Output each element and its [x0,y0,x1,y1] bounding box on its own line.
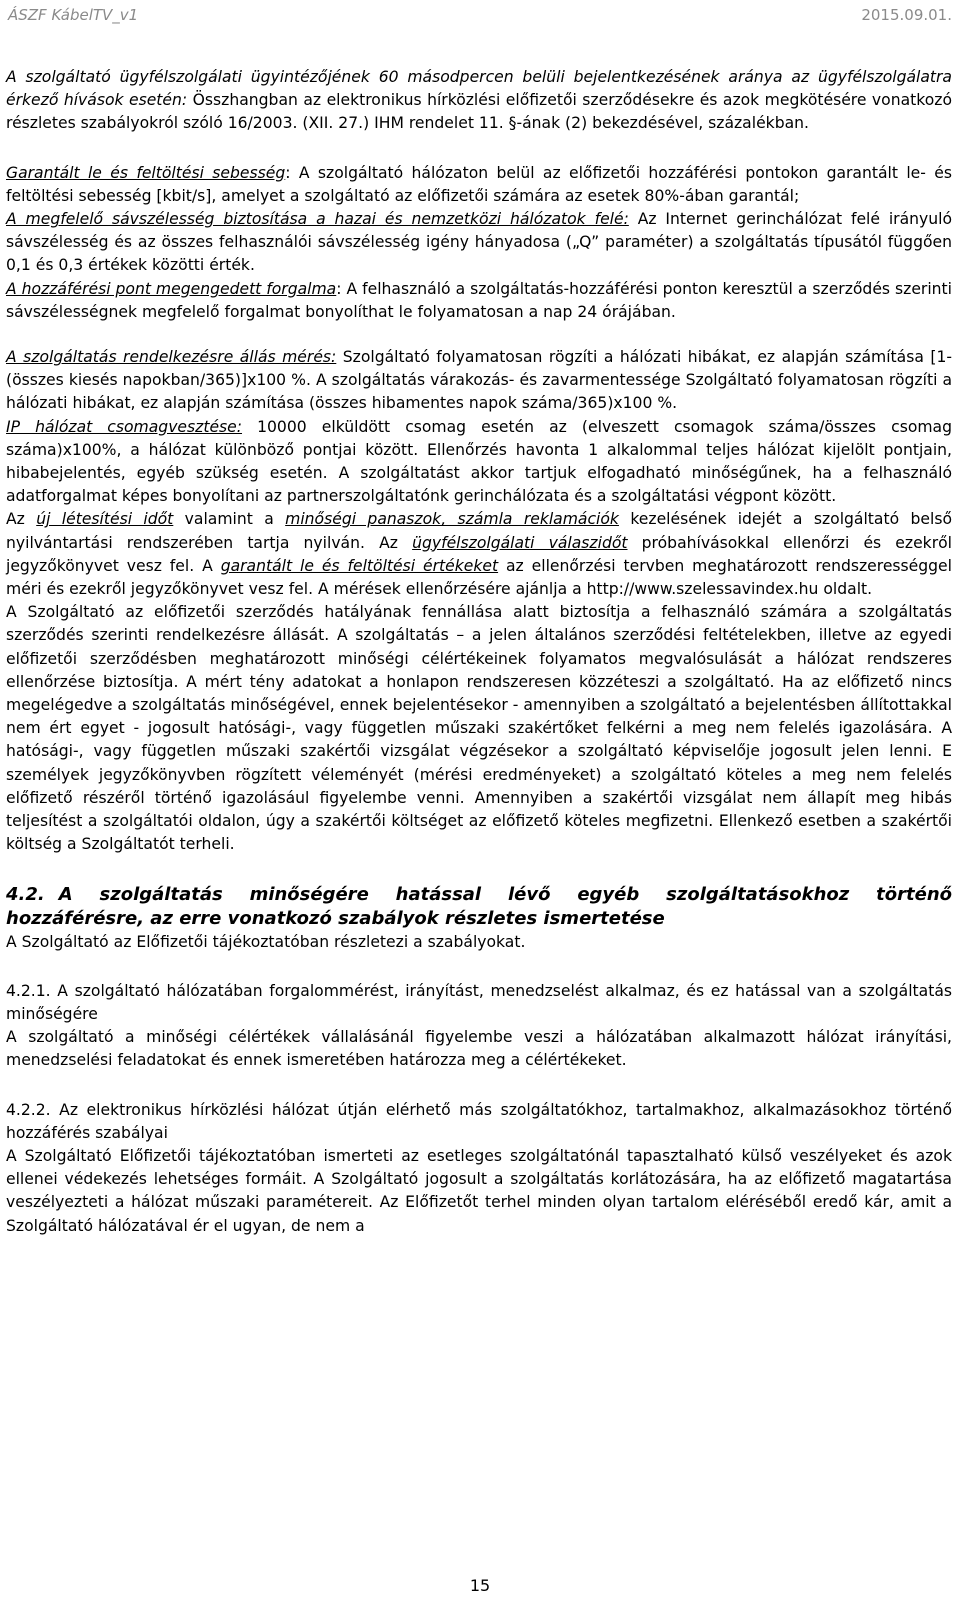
paragraph-availability-guarantee: A Szolgáltató az előfizetői szerződés hatályának fennállása alatt biztosítja a felhasználó számára a szolgáltatás szerződés szerinti rendelkezésre állását. A szolgáltatás – a jelen általános szerződési feltételekben, illetve az egyedi előfizetői szerződésben meghatározott minőségi célértékeinek folyamatos megvalósulását a hálózat rendszeres ellenőrzése biztosítja. A mért tény adatokat a honlapon rendszeresen közzéteszi a szolgáltató. Ha az előfizető nincs megelégedve a szolgáltatás minőségével, ennek bejelentésekor - amennyiben a szolgáltató a bejelentésben állítottakkal nem ért egyet - jogosult hatósági-, vagy független műszaki szakértőket felkérni a meg nem felelés igazolására. A hatósági-, vagy független műszaki szakértői vizsgálat végzésekor a szolgáltató képviselője jogosult jelen lenni. E személyek jegyzőkönyvben rögzített véleményét (mérési eredményeket) a szolgáltató köteles a meg nem felelés előfizető részéről történő igazolásául figyelembe venni. Amennyiben a szakértői vizsgálat nem állapít meg hibás teljesítést a szolgáltatói oldalon, úgy a szakértői költséget az előfizető köteles megfizetni. Ellenkező esetben a szakértői költség a Szolgáltatót terheli. [6,603,952,854]
subsection-heading-4-2-2: 4.2.2. Az elektronikus hírközlési hálózat útján elérhető más szolgáltatókhoz, tartalmakhoz, alkalmazásokhoz történő hozzáférés szabályai [6,1100,952,1142]
paragraph-text: Az Internet gerinchálózat felé irányuló sávszélesség és az összes felhasználói sávszélesség igény hányadosa („Q” paraméter) a szolgáltatás típusától függően 0,1 és 0,3 értékek közötti érték. [6,210,952,275]
paragraph-section-4-2: A Szolgáltató az Előfizetői tájékoztatóban részletezi a szabályokat. [6,932,526,951]
paragraph-callcenter [6,66,952,136]
paragraph-access-traffic [6,278,952,324]
term: IP hálózat csomagvesztése: [6,417,243,436]
page-header [0,0,960,28]
paragraph-text: : A szolgáltató hálózaton belül az előfizetői hozzáférési pontokon garantált le- és feltöltési sebesség [kbit/s], amelyet a szolgáltató az előfizetői számára az esetek 80%-ában garantál; [6,163,952,205]
section-title: A szolgáltatás minőségére hatással lévő egyéb szolgáltatásokhoz történő hozzáférésre, az erre vonatkozó szabályok részletes ismertetése [6,883,952,929]
page-number: 15 [469,1576,491,1595]
paragraph-section-4-2-2: A Szolgáltató Előfizetői tájékoztatóban ismerteti az esetleges szolgáltatónál tapasztalható külső veszélyeket és azok ellenei védekezés lehetséges formáit. A Szolgáltató jogosult a szolgáltatás korlátozására, ha az előfizető magatartása veszélyezteti a hálózat műszaki paramétereit. Az Előfizetőt terhel minden olyan tartalom eléréséből eredő kár, amit a Szolgáltató hálózatával ér el ugyan, de nem a [6,1146,952,1235]
paragraph-availability [6,346,952,416]
paragraph-text: Összhangban az elektronikus hírközlési előfizetői szerződésekre és azok megkötésére vonatkozó részletes szabályokról szóló 16/2003. (XII. 27.) IHM rendelet 11. §-ának (2) bekezdésével, százalékban. [6,91,952,133]
paragraph-section-4-2-1: A szolgáltató a minőségi célértékek vállalásánál figyelembe veszi a hálózatában alkalmazott hálózat irányítási, menedzselési feladatokat és ennek ismeretében határozza meg a célértékeket. [6,1028,952,1070]
paragraph-text: 10000 elküldött csomag esetén az (elveszett csomagok száma/összes csomag száma)x100%, a hálózat különböző pontjai között. Ellenőrzés havonta 1 alkalommal teljes hálózat kijelölt pontjain, hibabejelentés, egyéb szükség esetén. A szolgáltatást akkor tartjuk elfogadható minőségűnek, ha a felhasználó adatforgalmat képes bonyolítani az partnerszolgáltatónk gerinchálózata és a szolgáltatási végpont között. [6,417,952,506]
term: minőségi panaszok, számla reklamációk [285,510,619,529]
paragraph-lead: A szolgáltató ügyfélszolgálati ügyintézőjének 60 másodpercen belüli bejelentkezésének aránya az ügyfélszolgálatra érkező hívások esetén: [6,68,952,110]
text-run: valamint a [173,510,286,529]
paragraph-guaranteed-speed [6,162,952,208]
document-date: 2015.09.01. [861,6,952,24]
document-body [6,66,952,1238]
paragraph-text: : A felhasználó a szolgáltatás-hozzáférési ponton keresztül a szerződés szerinti sávszélességnek megfelelő forgalmat bonyolíthat le folyamatosan a nap 24 órájában. [6,279,952,321]
text-run: Az [6,510,37,529]
section-heading-4-2 [6,883,952,931]
paragraph-bandwidth [6,208,952,278]
paragraph-packet-loss [6,416,952,509]
text-run: az ellenőrzési tervben meghatározott rendszerességgel méri és ezekről jegyzőkönyvet vesz fel. A mérések ellenőrzésére ajánlja a http://www.szelessavindex.hu oldalt. [6,556,952,599]
text-run: próbahívásokkal ellenőrzi és ezekről jegyzőkönyvet vesz fel. A [6,533,952,575]
term: A hozzáférési pont megengedett forgalma [6,279,337,298]
section-number: 4.2. [6,883,45,905]
term: ügyfélszolgálati válaszidőt [412,533,628,552]
paragraph-measurements [6,508,952,601]
term: új létesítési időt [36,510,174,529]
text-run: kezelésének idejét a szolgáltató belső nyilvántartási rendszerében tartja nyilván. Az [6,510,952,552]
subsection-heading-4-2-1: 4.2.1. A szolgáltató hálózatában forgalommérést, irányítást, menedzselést alkalmaz, és ez hatással van a szolgáltatás minőségére [6,981,952,1023]
term: garantált le és feltöltési értékeket [220,556,499,575]
term: Garantált le és feltöltési sebesség [6,163,286,182]
document-title: ÁSZF KábelTV_v1 [8,6,139,24]
term: A megfelelő sávszélesség biztosítása a hazai és nemzetközi hálózatok felé: [6,210,629,229]
paragraph-text: Szolgáltató folyamatosan rögzíti a hálózati hibákat, ez alapján számítása [1-(összes kiesés napokban/365)]x100 %. A szolgáltatás várakozás- és zavarmentessége Szolgáltató folyamatosan rögzíti a hálózati hibákat, ez alapján számítása (összes hibamentes napok száma/365)x100 %. [6,348,952,413]
term: A szolgáltatás rendelkezésre állás mérés: [6,348,337,367]
